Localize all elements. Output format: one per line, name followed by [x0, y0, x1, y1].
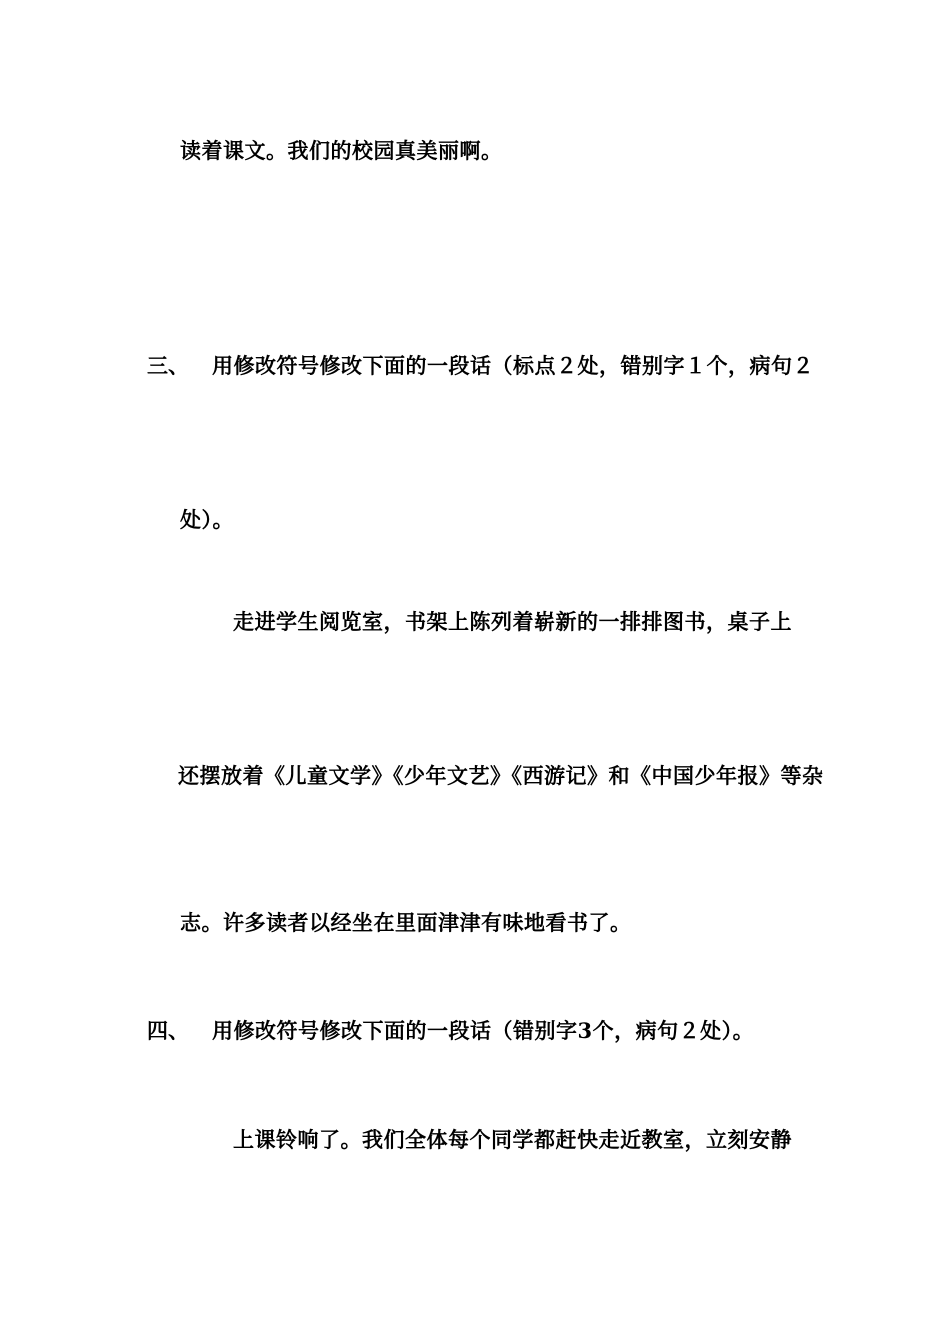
paragraph-4-line-1: 上课铃响了。我们全体每个同学都赶快走近教室，立刻安静 — [233, 1127, 792, 1152]
paragraph-3-line-2: 还摆放着《儿童文学》《少年文艺》《西游记》和《中国少年报》等杂 — [178, 763, 824, 788]
section-3-heading: 用修改符号修改下面的一段话（标点２处，错别字１个，病句２ — [212, 353, 814, 378]
paragraph-3-line-1: 走进学生阅览室，书架上陈列着崭新的一排排图书，桌子上 — [233, 609, 792, 634]
section-number-4: 四、 — [147, 1018, 189, 1043]
text-line-3: 处）。 — [180, 507, 234, 532]
text-line-1: 读着课文。我们的校园真美丽啊。 — [180, 138, 503, 163]
paragraph-3-line-3: 志。许多读者以经坐在里面津津有味地看书了。 — [180, 910, 632, 935]
section-4-heading: 用修改符号修改下面的一段话（错别字3个，病句２处）。 — [212, 1018, 755, 1043]
section-number-3: 三、 — [147, 353, 189, 378]
